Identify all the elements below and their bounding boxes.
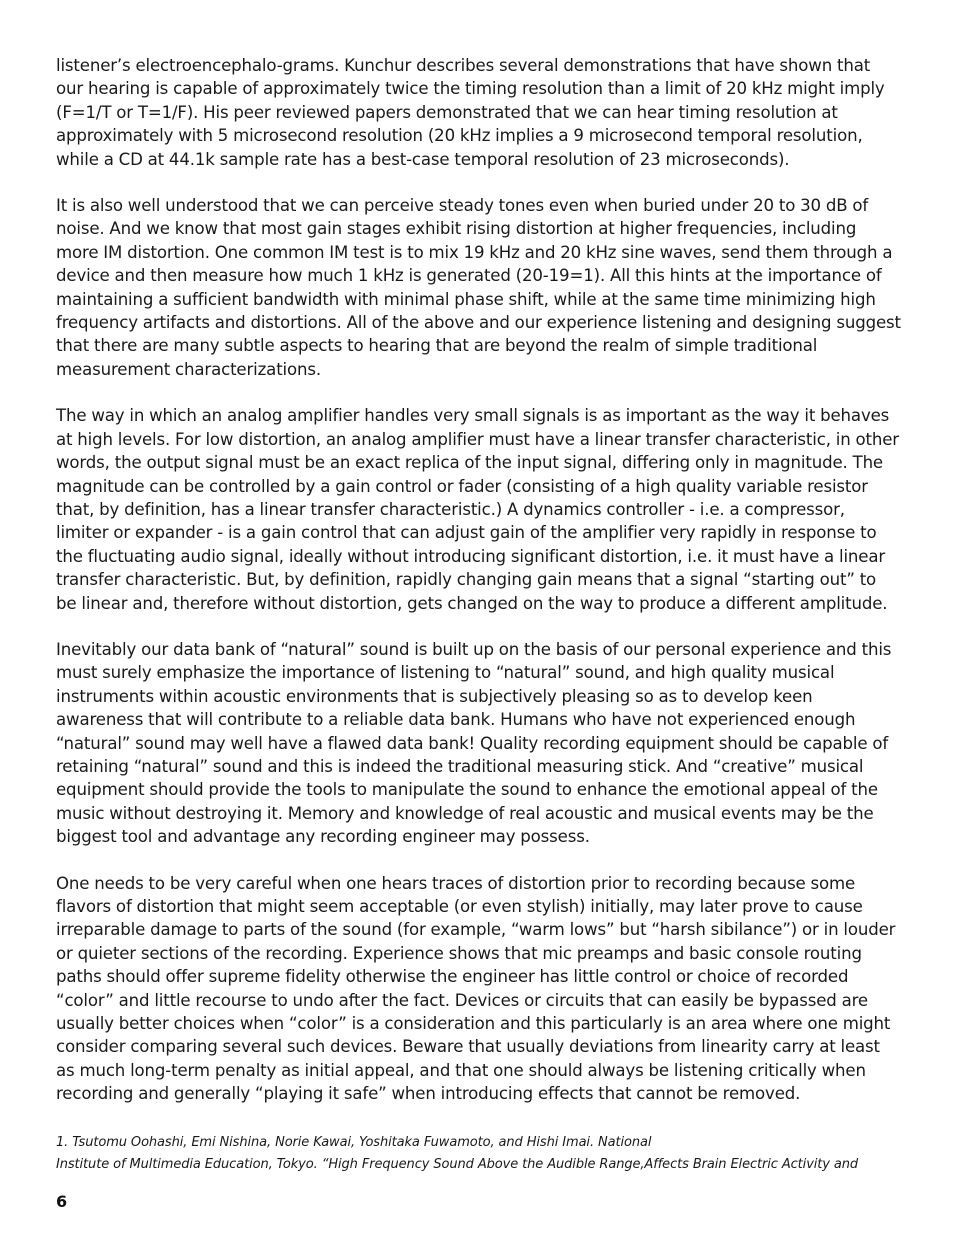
paragraph-eeg-timing-resolution: listener’s electroencephalo-grams. Kunchur describes several demonstrations that have shown that our hearing is capable of approximately twice the timing resolution than a limit of 20 kHz might imply (F=1/T or T=1/F). His peer reviewed papers demonstrated that we can hear timing resolution at approximately with 5 microsecond resolution (20 kHz implies a 9 microsecond temporal resolution, while a CD at 44.1k sample rate has a best-case temporal resolution of 23 microseconds). [56, 56, 885, 169]
paragraph-steady-tones-im-distortion: It is also well understood that we can perceive steady tones even when buried under 20 to 30 dB of noise. And we know that most gain stages exhibit rising distortion at higher frequencies, including more IM distortion. One common IM test is to mix 19 kHz and 20 kHz sine waves, send them through a device and then measure how much 1 kHz is generated (20-19=1). All this hints at the importance of maintaining a sufficient bandwidth with minimal phase shift, while at the same time minimizing high frequency artifacts and distortions. All of the above and our experience listening and designing suggest that there are many subtle aspects to hearing that are beyond the realm of simple traditional measurement characterizations. [56, 196, 901, 379]
footnote [56, 1132, 901, 1176]
paragraph-distortion-before-recording: One needs to be very careful when one hears traces of distortion prior to recording because some flavors of distortion that might seem acceptable (or even stylish) initially, may later prove to cause irreparable damage to parts of the sound (for example, “warm lows” but “harsh sibilance”) or in louder or quieter sections of the recording. Experience shows that mic preamps and basic console routing paths should offer supreme fidelity otherwise the engineer has little control or choice of recorded “color” and little recourse to undo after the fact. Devices or circuits that can easily be bypassed are usually better choices when “color” is a consideration and this particularly is an area where one might consider comparing several such devices. Beware that usually deviations from linearity carry at least as much long-term penalty as initial appeal, and that one should always be listening critically when recording and generally “playing it safe” when introducing effects that cannot be removed. [56, 873, 896, 1104]
paragraph-analog-amplifier-linearity: The way in which an analog amplifier handles very small signals is as important as the way it behaves at high levels. For low distortion, an analog amplifier must have a linear transfer characteristic, in other words, the output signal must be an exact replica of the input signal, differing only in magnitude. The magnitude can be controlled by a gain control or fader (consisting of a high quality variable resistor that, by definition, has a linear transfer characteristic.) A dynamics controller - i.e. a compressor, limiter or expander - is a gain control that can adjust gain of the amplifier very rapidly in response to the fluctuating audio signal, ideally without introducing significant distortion, i.e. it must have a linear transfer characteristic. But, by definition, rapidly changing gain means that a signal “starting out” to be linear and, therefore without distortion, gets changed on the way to produce a different amplitude. [56, 406, 899, 613]
footnote-line-1: 1. Tsutomu Oohashi, Emi Nishina, Norie Kawai, Yoshitaka Fuwamoto, and Hishi Imai. National [56, 1134, 652, 1150]
paragraph-natural-sound-data-bank: Inevitably our data bank of “natural” sound is built up on the basis of our personal experience and this must surely emphasize the importance of listening to “natural” sound, and high quality musical instruments within acoustic environments that is subjectively pleasing so as to develop keen awareness that will contribute to a reliable data bank. Humans who have not experienced enough “natural” sound may well have a flawed data bank! Quality recording equipment should be capable of retaining “natural” sound and this is indeed the traditional measuring stick. And “creative” musical equipment should provide the tools to manipulate the sound to enhance the emotional appeal of the music without destroying it. Memory and knowledge of real acoustic and musical events may be the biggest tool and advantage any recording engineer may possess. [56, 639, 892, 847]
page-number: 6 [56, 1192, 68, 1211]
document-body [56, 54, 901, 1176]
footnote-line-2: Institute of Multimedia Education, Tokyo. “High Frequency Sound Above the Audible Range,Affects Brain Electric Activity and [56, 1156, 859, 1172]
